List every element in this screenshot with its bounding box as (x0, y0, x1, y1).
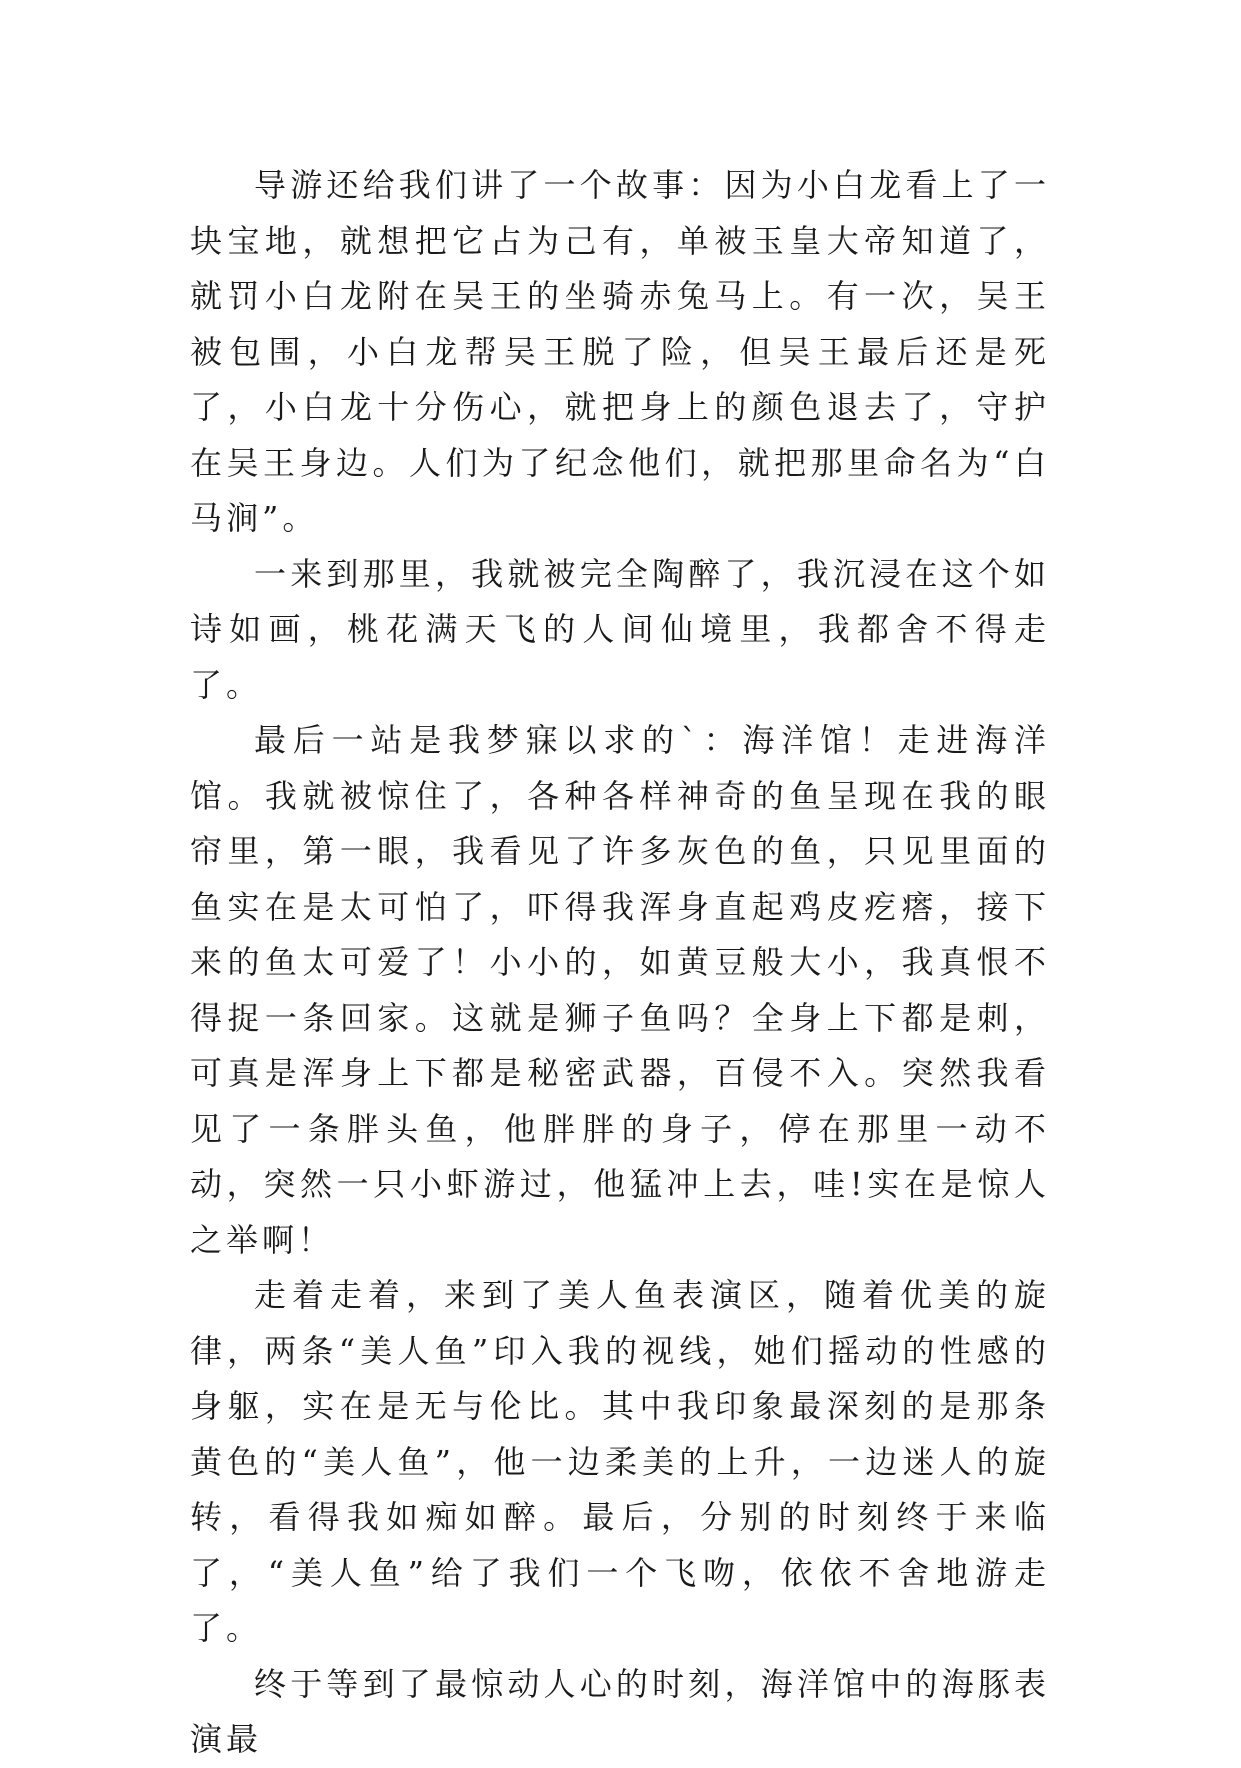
paragraph-story: 导游还给我们讲了一个故事：因为小白龙看上了一块宝地，就想把它占为己有，单被玉皇大帝知道了，就罚小白龙附在吴王的坐骑赤兔马上。有一次，吴王被包围，小白龙帮吴王脱了险，但吴王最后还是死了，小白龙十分伤心，就把身上的颜色退去了，守护在吴王身边。人们为了纪念他们，就把那里命名为“白马涧”。 (190, 166, 1050, 537)
document-body (190, 158, 1050, 1768)
paragraph-dolphin: 终于等到了最惊动人心的时刻，海洋馆中的海豚表演最 (190, 1664, 1050, 1758)
paragraph-aquarium: 最后一站是我梦寐以求的`：海洋馆！走进海洋馆。我就被惊住了，各种各样神奇的鱼呈现在我的眼帘里，第一眼，我看见了许多灰色的鱼，只见里面的鱼实在是太可怕了，吓得我浑身直起鸡皮疙瘩，接下来的鱼太可爱了！小小的，如黄豆般大小，我真恨不得捉一条回家。这就是狮子鱼吗？全身上下都是刺，可真是浑身上下都是秘密武器，百侵不入。突然我看见了一条胖头鱼，他胖胖的身子，停在那里一动不动，突然一只小虾游过，他猛冲上去，哇!实在是惊人之举啊！ (190, 721, 1050, 1259)
paragraph-mermaid: 走着走着，来到了美人鱼表演区，随着优美的旋律，两条“美人鱼”印入我的视线，她们摇动的性感的身躯，实在是无与伦比。其中我印象最深刻的是那条黄色的“美人鱼”，他一边柔美的上升，一边迷人的旋转，看得我如痴如醉。最后，分别的时刻终于来临了，“美人鱼”给了我们一个飞吻，依依不舍地游走了。 (190, 1276, 1050, 1647)
paragraph-arrival: 一来到那里，我就被完全陶醉了，我沉浸在这个如诗如画，桃花满天飞的人间仙境里，我都舍不得走了。 (190, 554, 1050, 704)
